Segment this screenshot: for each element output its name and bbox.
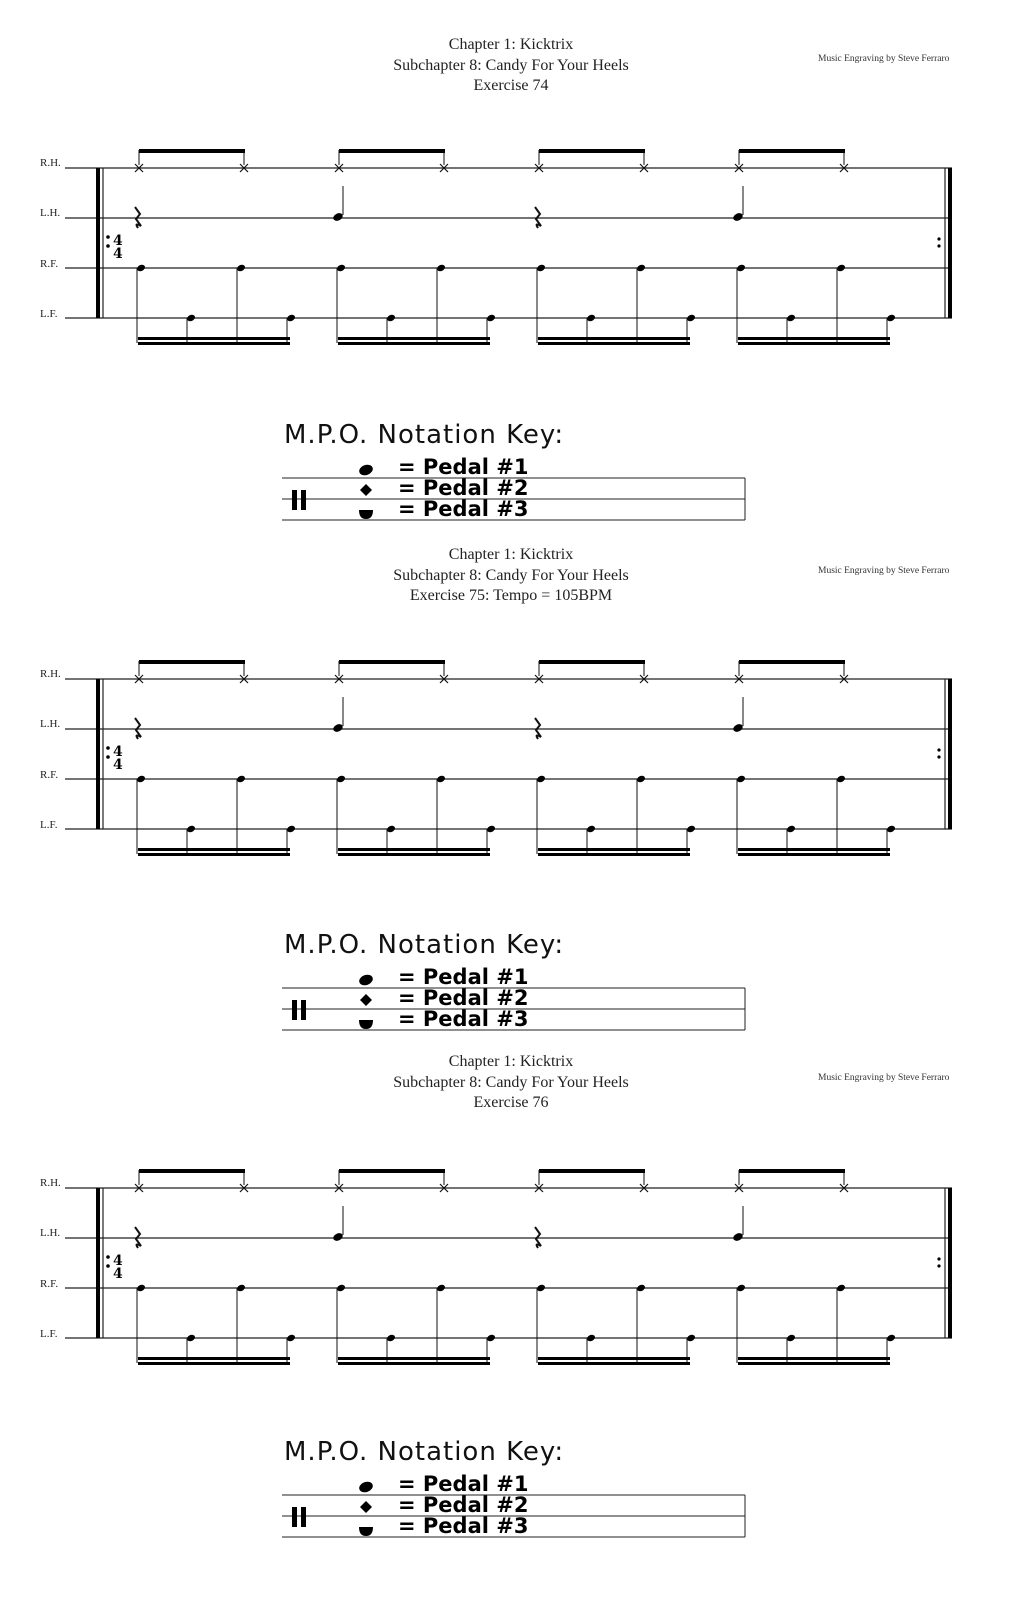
instrument-label-lh: L.H. — [40, 207, 61, 219]
repeat-dot — [937, 1257, 940, 1260]
sixteenth-beam — [738, 1357, 890, 1360]
time-signature-top: 4 — [113, 233, 123, 249]
eighth-note-beam — [739, 1169, 845, 1173]
sixteenth-beam — [538, 342, 690, 345]
sixteenth-beam — [138, 337, 290, 340]
sixteenth-beam — [338, 1357, 490, 1360]
eighth-note-beam — [739, 149, 845, 153]
sixteenth-beam — [538, 1357, 690, 1360]
eighth-note-beam — [339, 149, 445, 153]
percussion-clef-bar — [292, 1507, 297, 1527]
snare-quarter-note — [332, 723, 344, 734]
time-signature-top: 4 — [113, 744, 123, 760]
exercise-header — [0, 35, 1022, 97]
opening-thick-barline — [96, 168, 100, 318]
repeat-dot — [937, 237, 940, 240]
instrument-label-rf: R.F. — [40, 258, 59, 270]
key-row-pedal-3: = Pedal #3 — [398, 497, 529, 521]
sixteenth-beam — [538, 1362, 690, 1365]
subchapter-title: Subchapter 8: Candy For Your Heels — [393, 1073, 629, 1091]
pedal-2-diamond-icon — [360, 1501, 372, 1513]
sixteenth-beam — [538, 848, 690, 851]
notation-key-title: M.P.O. Notation Key: — [284, 930, 565, 960]
eighth-note-beam — [539, 149, 645, 153]
instrument-label-rh: R.H. — [40, 668, 61, 680]
key-row-pedal-2: = Pedal #2 — [398, 1493, 529, 1517]
snare-quarter-note — [732, 1232, 744, 1243]
sixteenth-beam — [738, 853, 890, 856]
snare-quarter-note — [732, 212, 744, 223]
sixteenth-beam — [338, 342, 490, 345]
opening-thick-barline — [96, 1188, 100, 1338]
pedal-1-notehead-icon — [358, 463, 375, 477]
pedal-3-half-notehead-icon — [359, 1527, 373, 1536]
exercise-title: Exercise 74 — [473, 77, 549, 94]
eighth-note-beam — [339, 660, 445, 664]
instrument-label-lh: L.H. — [40, 718, 61, 730]
time-signature-top: 4 — [113, 1253, 123, 1269]
instrument-label-lf: L.F. — [40, 819, 58, 831]
closing-thick-barline — [948, 679, 952, 829]
subchapter-title: Subchapter 8: Candy For Your Heels — [393, 566, 629, 584]
staff-notation — [0, 656, 1022, 886]
eighth-note-beam — [739, 660, 845, 664]
instrument-label-rf: R.F. — [40, 769, 59, 781]
eighth-note-beam — [339, 1169, 445, 1173]
instrument-label-rh: R.H. — [40, 157, 61, 169]
time-signature-bottom: 4 — [113, 757, 123, 773]
subchapter-title: Subchapter 8: Candy For Your Heels — [393, 56, 629, 74]
repeat-dot — [106, 755, 110, 759]
instrument-label-rh: R.H. — [40, 1177, 61, 1189]
repeat-dot — [106, 746, 110, 750]
sixteenth-beam — [738, 1362, 890, 1365]
percussion-clef-bar — [292, 1000, 297, 1020]
opening-thick-barline — [96, 679, 100, 829]
instrument-label-rf: R.F. — [40, 1278, 59, 1290]
sixteenth-beam — [138, 853, 290, 856]
sixteenth-beam — [338, 853, 490, 856]
snare-quarter-note — [732, 723, 744, 734]
percussion-clef-bar — [301, 1000, 306, 1020]
sixteenth-beam — [338, 337, 490, 340]
chapter-title: Chapter 1: Kicktrix — [448, 36, 574, 53]
sixteenth-beam — [338, 1362, 490, 1365]
key-row-pedal-2: = Pedal #2 — [398, 986, 529, 1010]
notation-key-title: M.P.O. Notation Key: — [284, 1437, 565, 1467]
repeat-dot — [106, 1255, 110, 1259]
sixteenth-beam — [738, 848, 890, 851]
exercise-section-75 — [0, 511, 1022, 1035]
percussion-clef-bar — [301, 1507, 306, 1527]
drum-staff — [0, 1165, 1022, 1395]
drum-staff — [0, 145, 1022, 375]
eighth-note-beam — [539, 1169, 645, 1173]
sixteenth-beam — [738, 342, 890, 345]
repeat-dot — [106, 235, 110, 239]
chapter-title: Chapter 1: Kicktrix — [448, 546, 574, 563]
eighth-note-beam — [139, 149, 245, 153]
sixteenth-beam — [338, 848, 490, 851]
repeat-dot — [937, 1264, 940, 1267]
sixteenth-beam — [138, 1362, 290, 1365]
repeat-dot — [106, 244, 110, 248]
pedal-1-notehead-icon — [358, 973, 375, 987]
exercise-title: Exercise 76 — [473, 1094, 549, 1111]
eighth-note-beam — [139, 660, 245, 664]
instrument-label-lf: L.F. — [40, 308, 58, 320]
repeat-dot — [937, 748, 940, 751]
chapter-title: Chapter 1: Kicktrix — [448, 1053, 574, 1070]
notation-key-title: M.P.O. Notation Key: — [284, 420, 565, 450]
engraving-credit: Music Engraving by Steve Ferraro — [818, 1073, 950, 1083]
instrument-label-lf: L.F. — [40, 1328, 58, 1340]
staff-notation — [0, 1165, 1022, 1395]
closing-thick-barline — [948, 1188, 952, 1338]
engraving-credit: Music Engraving by Steve Ferraro — [818, 54, 950, 64]
percussion-clef-bar — [301, 490, 306, 510]
percussion-clef-bar — [292, 490, 297, 510]
sixteenth-beam — [538, 853, 690, 856]
key-row-pedal-1: = Pedal #1 — [398, 1472, 529, 1496]
instrument-label-lh: L.H. — [40, 1227, 61, 1239]
eighth-note-beam — [539, 660, 645, 664]
staff-notation — [0, 145, 1022, 375]
sixteenth-beam — [138, 848, 290, 851]
snare-quarter-note — [332, 1232, 344, 1243]
sixteenth-beam — [738, 337, 890, 340]
sixteenth-beam — [138, 1357, 290, 1360]
sixteenth-beam — [138, 342, 290, 345]
exercise-section-74 — [0, 0, 1022, 524]
key-row-pedal-2: = Pedal #2 — [398, 476, 529, 500]
key-row-pedal-3: = Pedal #3 — [398, 1007, 529, 1031]
eighth-note-beam — [139, 1169, 245, 1173]
pedal-1-notehead-icon — [358, 1480, 375, 1494]
engraving-credit: Music Engraving by Steve Ferraro — [818, 566, 950, 576]
repeat-dot — [106, 1264, 110, 1268]
repeat-dot — [937, 244, 940, 247]
exercise-section-76 — [0, 1021, 1022, 1623]
key-row-pedal-1: = Pedal #1 — [398, 455, 529, 479]
exercise-title: Exercise 75: Tempo = 105BPM — [409, 587, 613, 604]
time-signature-bottom: 4 — [113, 1266, 123, 1282]
pedal-2-diamond-icon — [360, 994, 372, 1006]
repeat-dot — [937, 755, 940, 758]
closing-thick-barline — [948, 168, 952, 318]
drum-staff — [0, 656, 1022, 886]
snare-quarter-note — [332, 212, 344, 223]
time-signature-bottom: 4 — [113, 246, 123, 262]
key-row-pedal-3: = Pedal #3 — [398, 1514, 529, 1538]
key-row-pedal-1: = Pedal #1 — [398, 965, 529, 989]
pedal-2-diamond-icon — [360, 484, 372, 496]
sixteenth-beam — [538, 337, 690, 340]
